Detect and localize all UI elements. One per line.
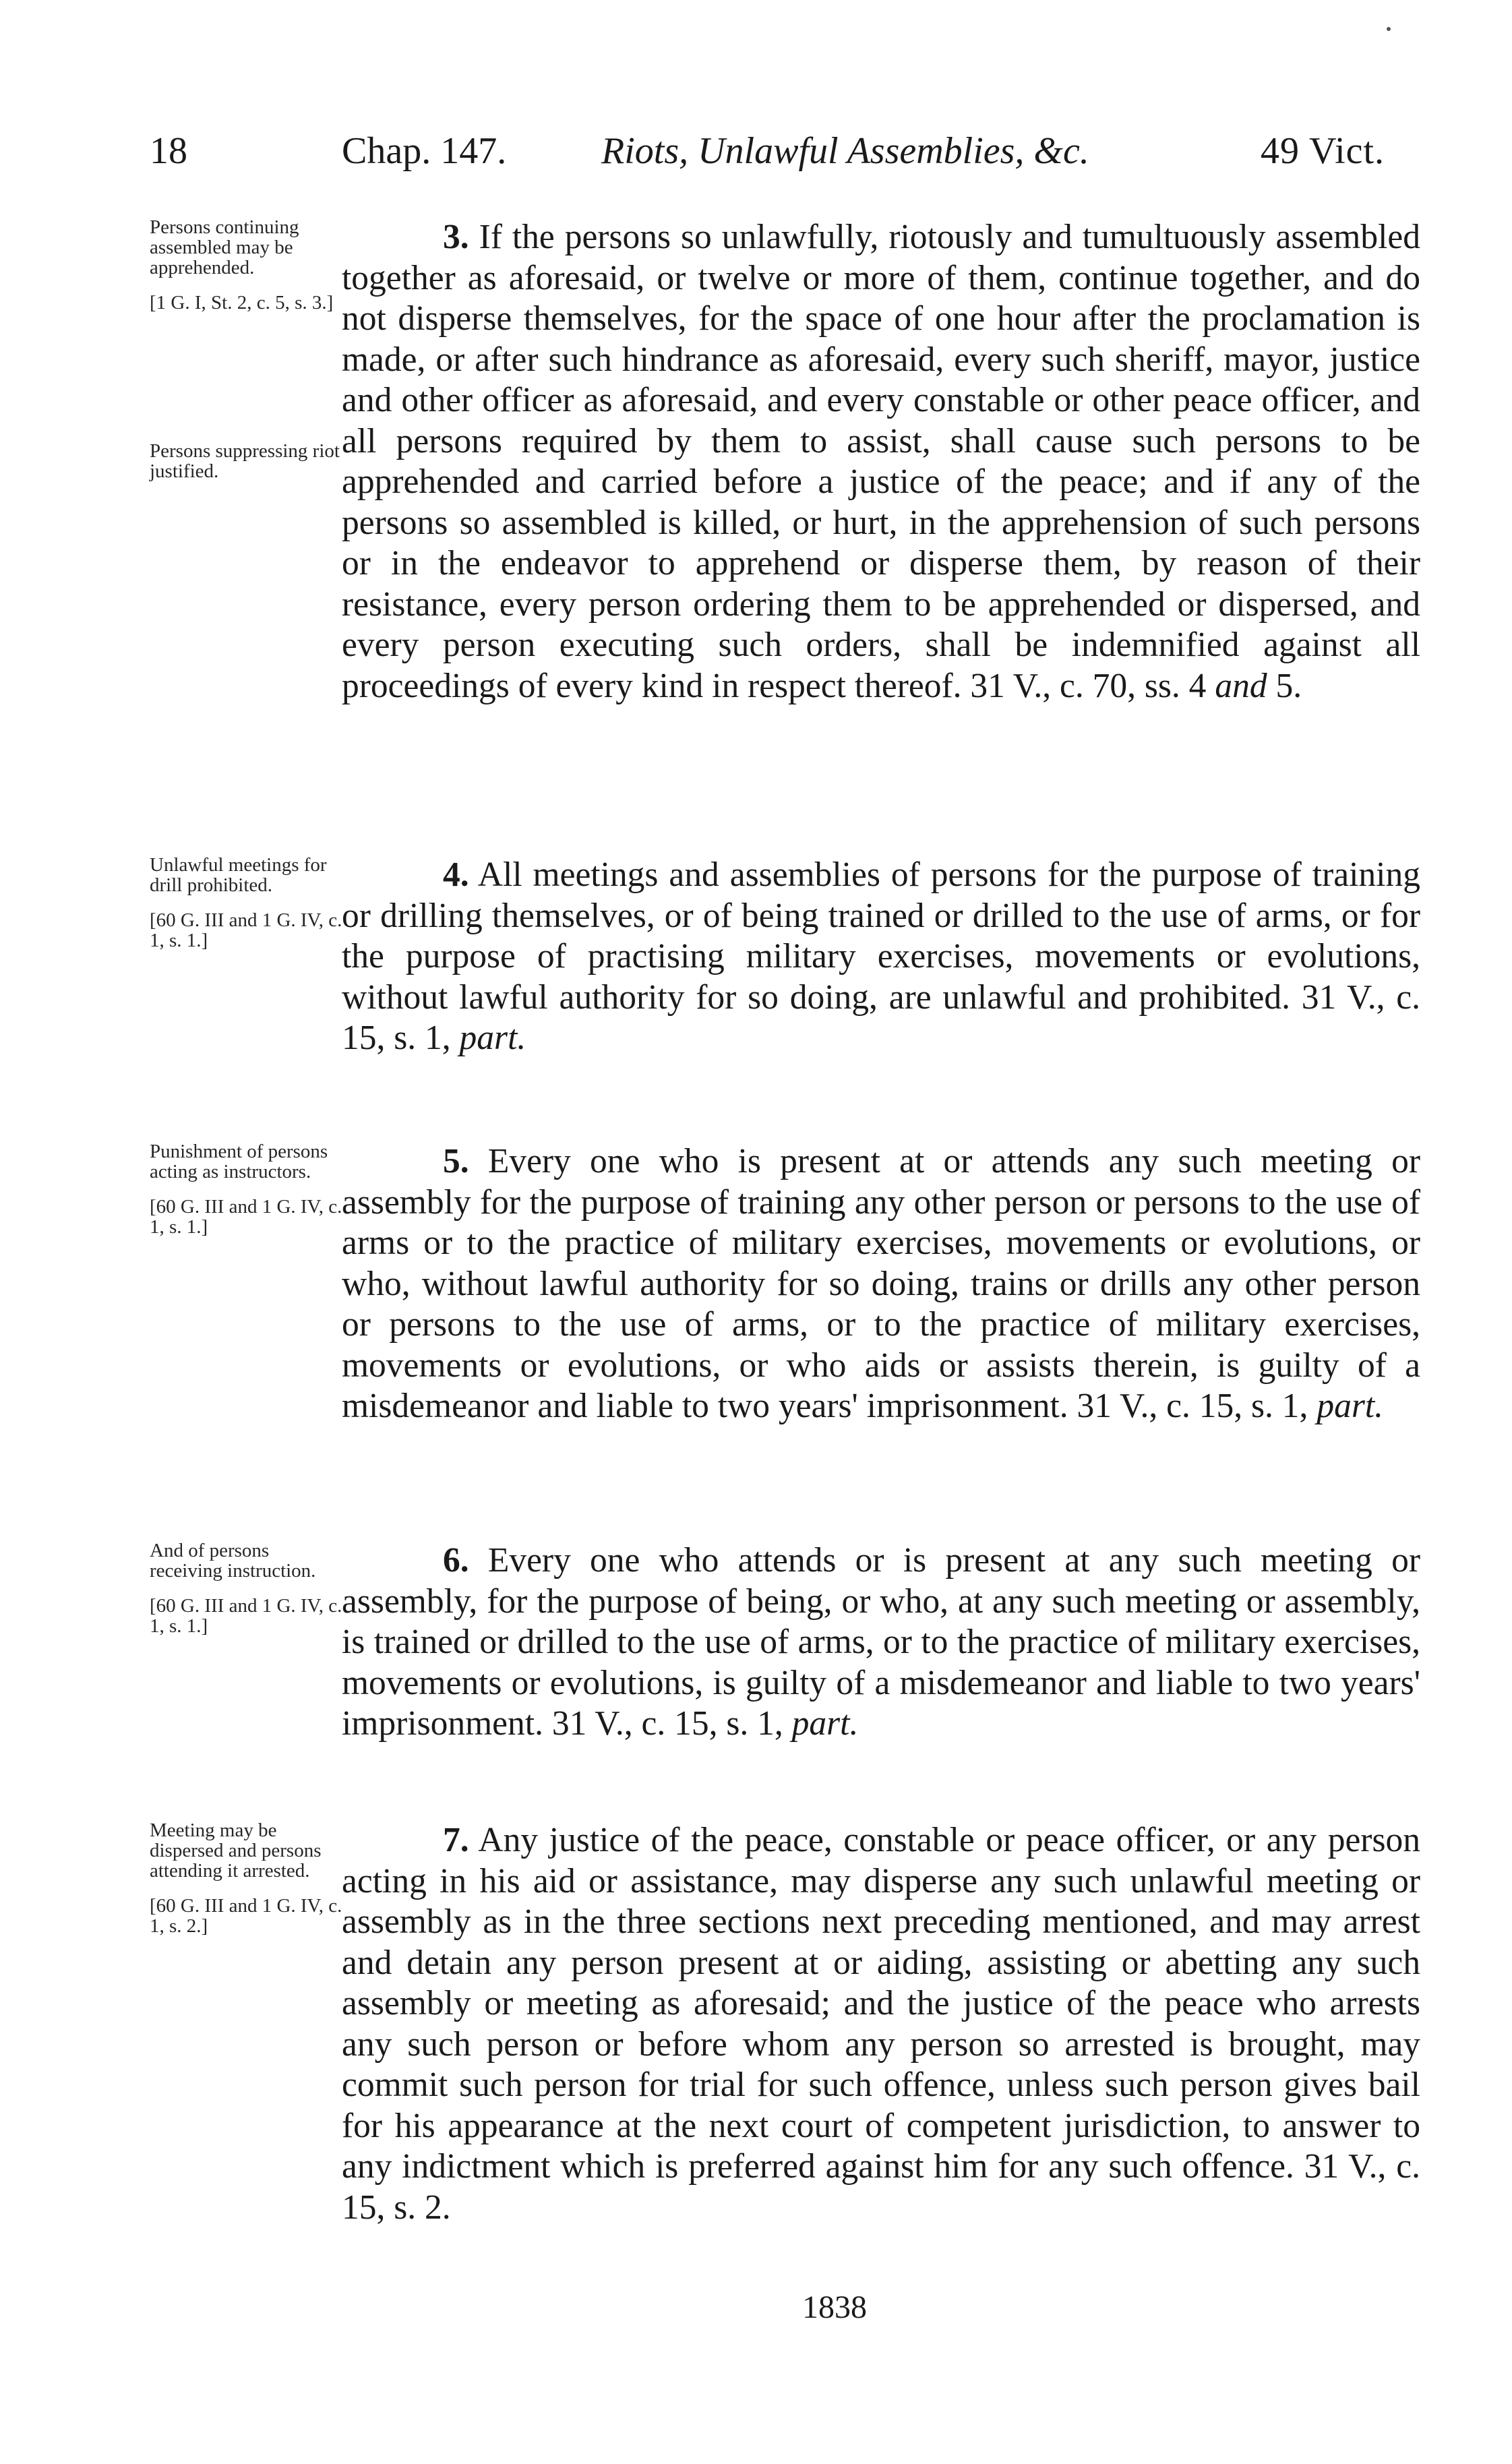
running-title: Riots, Unlawful Assemblies, &c.: [601, 130, 1089, 172]
section-7: [150, 1820, 1420, 2285]
section-body: Every one who is present at or attends any such meeting or assembly for the purpose of training any other person or persons to the use of arms or to the practice of military exercises, movements or evolutions, or who, without lawful authority for so doing, trains or drills any other person or persons to the use of arms, or to the practice of military exercises, movements or evolutions, or who aids or assists therein, is guilty of a misdemeanor and liable to two years' imprisonment.: [342, 1142, 1420, 1425]
margin-note: [150, 1820, 345, 1936]
chapter-label: Chap. 147.: [342, 130, 507, 172]
citation-italic: part.: [459, 1019, 526, 1057]
margin-reference: [60 G. III and 1 G. IV, c. 1, s. 1.]: [150, 1196, 342, 1238]
citation-italic: part.: [1317, 1387, 1384, 1425]
section-number: 6.: [443, 1541, 469, 1580]
page-footer-mark: 1838: [802, 2289, 867, 2325]
source-citation: 31 V., c. 15, s. 1,: [342, 978, 1421, 1057]
section-body: Every one who attends or is present at any such meeting or assembly, for the purpose of being, or who, at any such meeting or assembly, is trained or drilled to the use of arms, or to the practice of military exercises, movements or evolutions, is guilty of a misdemeanor and liable to two years' imprisonment.: [342, 1541, 1420, 1743]
margin-note: [150, 1540, 345, 1636]
margin-heading: Unlawful meetings for drill prohibited.: [150, 854, 327, 896]
citation-italic: and: [1215, 666, 1267, 705]
section-body: All meetings and assemblies of persons for the purpose of training or drilling themselves, or of being trained or drilled to the use of arms, or for the purpose of practising military exercises, movements or evolutions, without lawful authority for so doing, are unlawful and prohibited.: [342, 855, 1420, 1017]
section-number: 3.: [443, 218, 469, 256]
citation-italic: part.: [791, 1704, 859, 1743]
margin-reference: [1 G. I, St. 2, c. 5, s. 3.]: [150, 292, 334, 313]
margin-heading: And of persons receiving instruction.: [150, 1540, 316, 1582]
margin-reference: [60 G. III and 1 G. IV, c. 1, s. 1.]: [150, 909, 342, 951]
section-text: [342, 1540, 1420, 1745]
section-body: If the persons so unlawfully, riotously and tumultuously assembled together as aforesaid, or twelve or more of them, continue together, and do not disperse themselves, for the space of one hour after the proclamation is made, or after such hindrance as aforesaid, every such sheriff, mayor, justice and other officer as aforesaid, and every constable or other peace officer, and all persons required by them to assist, shall cause such persons to be apprehended and carried before a justice of the peace; and if any of the persons so assembled is killed, or hurt, in the apprehension of such persons or in the endeavor to apprehend or disperse them, by reason of their resistance, every person ordering them to be apprehended or dispersed, and every person executing such orders, shall be indemnified against all proceedings of every kind in respect thereof.: [342, 218, 1420, 705]
margin-note: [150, 855, 345, 951]
margin-heading-secondary: Persons suppressing riot justified.: [150, 440, 340, 482]
section-number: 7.: [443, 1821, 469, 1859]
source-citation: 31 V., c. 15, s. 2.: [342, 2147, 1420, 2227]
margin-reference: [60 G. III and 1 G. IV, c. 1, s. 1.]: [150, 1595, 342, 1637]
section-text: [342, 1820, 1420, 2228]
margin-note: [150, 1141, 345, 1237]
source-citation: 31 V., c. 15, s. 1,: [1077, 1387, 1308, 1425]
margin-note: [150, 217, 345, 481]
running-header: [150, 129, 1417, 183]
page-number: 18: [150, 130, 187, 172]
source-citation: 31 V., c. 15, s. 1,: [551, 1704, 783, 1743]
section-number: 5.: [443, 1142, 469, 1180]
margin-heading: Punishment of persons acting as instructors.: [150, 1141, 328, 1182]
section-text: [342, 217, 1420, 707]
margin-reference: [60 G. III and 1 G. IV, c. 1, s. 2.]: [150, 1895, 342, 1937]
citation-tail: 5.: [1275, 666, 1302, 705]
source-citation: 31 V., c. 70, ss. 4: [970, 666, 1207, 705]
section-5: [150, 1141, 1420, 1519]
section-6: [150, 1540, 1420, 1797]
margin-heading: Meeting may be dispersed and persons attending it arrested.: [150, 1820, 322, 1882]
section-text: [342, 1141, 1420, 1427]
section-4: [150, 854, 1421, 1098]
scan-speck: [1387, 27, 1391, 31]
section-number: 4.: [443, 855, 469, 894]
section-3: [150, 216, 1420, 810]
margin-heading: Persons continuing assembled may be apprehended.: [150, 216, 299, 278]
section-body: Any justice of the peace, constable or peace officer, or any person acting in his aid or assistance, may disperse any such unlawful meeting or assembly as in the three sections next preceding mentioned, and may arrest and detain any person present at or aiding, assisting or abetting any such assembly or meeting as aforesaid; and the justice of the peace who arrests any such person or before whom any person so arrested is brought, may commit such person for trial for such offence, unless such person gives bail for his appearance at the next court of competent jurisdiction, to answer to any indictment which is preferred against him for any such offence.: [342, 1821, 1420, 2186]
regnal-year: 49 Vict.: [1261, 130, 1385, 172]
section-text: [342, 855, 1420, 1059]
